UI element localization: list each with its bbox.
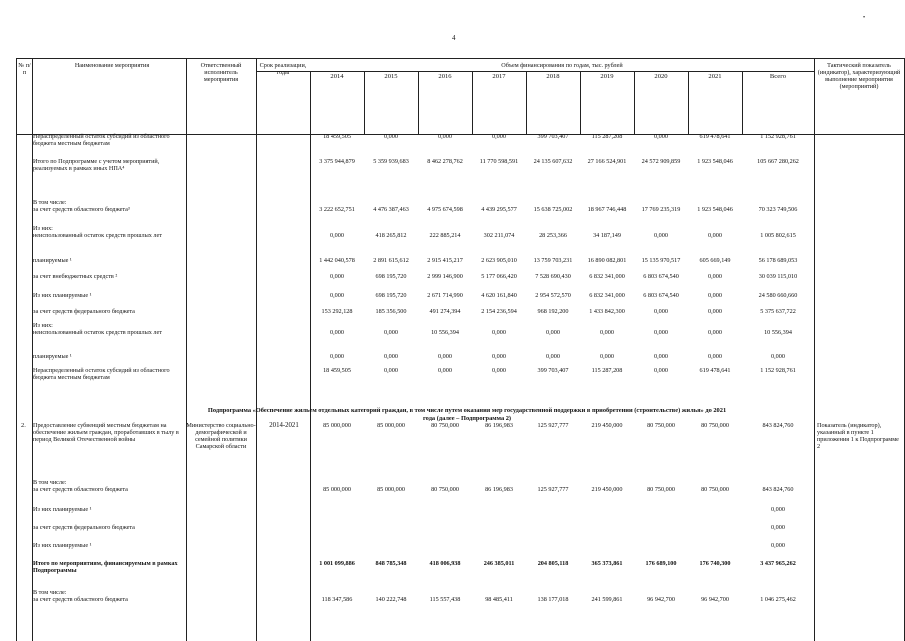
value-cell: 5 359 939,683: [373, 158, 409, 165]
value-cell: 13 759 703,231: [533, 257, 573, 264]
value-cell: 5 177 066,420: [481, 273, 517, 280]
value-cell-total: 843 824,760: [762, 422, 794, 429]
col-divider: [688, 71, 689, 134]
year-header: 2016: [438, 73, 452, 80]
row-label: Из них: неиспользованный остаток средств прошлых лет: [33, 322, 162, 336]
value-cell: 0,000: [708, 353, 722, 360]
value-cell: 80 750,000: [701, 422, 729, 429]
value-cell: 85 000,000: [323, 422, 351, 429]
year-header: 2021: [708, 73, 722, 80]
value-cell-total: 10 556,394: [764, 329, 792, 336]
year-header: 2020: [654, 73, 668, 80]
value-cell: 18 967 746,448: [587, 206, 627, 213]
value-cell: 0,000: [708, 232, 722, 239]
col-divider: [256, 59, 257, 641]
value-cell: 8 462 278,762: [427, 158, 463, 165]
value-cell-total: 1 152 928,761: [760, 133, 796, 140]
value-cell: 0,000: [330, 353, 344, 360]
corner-mark: •: [863, 15, 866, 21]
value-cell: 86 196,983: [485, 486, 513, 493]
row-label: планируемые ¹: [33, 353, 72, 360]
header-indicator: Тактический показатель (индикатор), характеризующий выполнение мероприятия (мероприятий): [817, 62, 901, 90]
header-no: № п/п: [18, 62, 31, 76]
value-cell: 219 450,000: [591, 422, 623, 429]
value-cell: 4 476 387,463: [373, 206, 409, 213]
value-cell: 0,000: [708, 308, 722, 315]
row-label: Из них планируемые ¹: [33, 542, 92, 549]
value-cell: 1 923 548,046: [697, 206, 733, 213]
value-cell: 6 832 341,000: [589, 292, 625, 299]
col-divider: [186, 59, 187, 641]
item-responsible: Министерство социально-демографической и семейной политики Самарской области: [186, 422, 256, 450]
value-cell: 0,000: [384, 133, 398, 140]
value-cell: 18 459,505: [323, 133, 351, 140]
value-cell-total: 0,000: [771, 542, 785, 549]
value-cell: 0,000: [492, 367, 506, 374]
row-label: Итого по Подпрограмме с учетом мероприятий, реализуемых в рамках иных НПА⁴: [33, 158, 160, 172]
value-cell: 4 620 161,840: [481, 292, 517, 299]
value-cell: 0,000: [438, 353, 452, 360]
value-cell-total: 30 039 115,010: [758, 273, 798, 280]
row-label: за счет средств федерального бюджета: [33, 308, 135, 315]
year-header: 2017: [492, 73, 506, 80]
value-cell: 619 478,641: [699, 133, 731, 140]
value-cell: 0,000: [330, 329, 344, 336]
value-cell: 27 166 524,901: [587, 158, 627, 165]
value-cell: 219 450,000: [591, 486, 623, 493]
value-cell: 115 287,208: [591, 133, 623, 140]
value-cell: 6 803 674,540: [643, 292, 679, 299]
value-cell: 24 572 909,859: [641, 158, 681, 165]
value-cell: 6 832 341,000: [589, 273, 625, 280]
value-cell: 968 192,200: [537, 308, 569, 315]
row-label: за счет средств федерального бюджета: [33, 524, 135, 531]
row-label: Нераспределенный остаток субсидий из областного бюджета местным бюджетам: [33, 133, 170, 147]
value-cell: 1 001 099,886: [319, 560, 355, 567]
value-cell: 0,000: [330, 273, 344, 280]
value-cell: 18 459,505: [323, 367, 351, 374]
col-divider: [634, 71, 635, 134]
value-cell: 0,000: [654, 133, 668, 140]
value-cell: 4 975 674,598: [427, 206, 463, 213]
value-cell: 34 187,149: [593, 232, 621, 239]
value-cell: 0,000: [330, 232, 344, 239]
col-divider: [526, 71, 527, 134]
value-cell-total: 0,000: [771, 506, 785, 513]
value-cell: 96 942,700: [647, 596, 675, 603]
value-cell: 1 442 040,578: [319, 257, 355, 264]
value-cell: 399 703,407: [537, 367, 569, 374]
value-cell: 115 287,208: [591, 367, 623, 374]
value-cell: 176 689,100: [645, 560, 677, 567]
value-cell: 28 253,366: [539, 232, 567, 239]
value-cell: 2 623 905,010: [481, 257, 517, 264]
value-cell: 418 006,938: [429, 560, 461, 567]
value-cell: 0,000: [654, 367, 668, 374]
value-cell: 0,000: [330, 292, 344, 299]
col-divider: [814, 59, 815, 641]
row-label: Итого по мероприятиям, финансируемым в рамках Подпрограммы: [33, 560, 178, 574]
header-responsible: Ответственный исполнитель мероприятия: [200, 62, 242, 83]
value-cell-total: 843 824,760: [762, 486, 794, 493]
value-cell: 138 177,018: [537, 596, 569, 603]
value-cell: 1 433 842,300: [589, 308, 625, 315]
value-cell: 96 942,700: [701, 596, 729, 603]
item-number: 2.: [21, 422, 26, 429]
value-cell: 0,000: [384, 367, 398, 374]
row-label: Из них: неиспользованный остаток средств прошлых лет: [33, 225, 162, 239]
value-cell: 204 805,118: [537, 560, 569, 567]
value-cell: 241 599,861: [591, 596, 623, 603]
value-cell: 85 000,000: [377, 422, 405, 429]
value-cell: 153 292,128: [321, 308, 353, 315]
value-cell: 85 000,000: [323, 486, 351, 493]
value-cell: 0,000: [600, 353, 614, 360]
value-cell-total: 3 437 965,262: [760, 560, 796, 567]
row-label: планируемые ¹: [33, 257, 72, 264]
row-label: В том числе: за счет средств областного бюджета³: [33, 199, 130, 213]
page-number: 4: [452, 34, 456, 42]
value-cell: 2 915 415,217: [427, 257, 463, 264]
value-cell-total: 5 375 637,722: [760, 308, 796, 315]
value-cell-total: 1 152 928,761: [760, 367, 796, 374]
value-cell: 0,000: [546, 353, 560, 360]
value-cell: 80 750,000: [431, 422, 459, 429]
value-cell: 115 557,438: [429, 596, 461, 603]
value-cell: 365 373,861: [591, 560, 623, 567]
value-cell: 418 265,812: [375, 232, 407, 239]
row-label: В том числе: за счет средств областного бюджета: [33, 589, 128, 603]
row-divider: [256, 71, 814, 72]
value-cell: 98 485,411: [485, 596, 513, 603]
value-cell: 11 770 598,591: [479, 158, 519, 165]
value-cell: 399 703,407: [537, 133, 569, 140]
value-cell: 6 803 674,540: [643, 273, 679, 280]
value-cell: 0,000: [438, 367, 452, 374]
value-cell: 0,000: [492, 329, 506, 336]
row-label: за счет внебюджетных средств ²: [33, 273, 118, 280]
col-divider: [364, 71, 365, 134]
value-cell: 16 890 082,801: [587, 257, 627, 264]
year-header-total: Всего: [769, 73, 787, 80]
value-cell: 2 891 615,612: [373, 257, 409, 264]
value-cell: 302 211,074: [483, 232, 515, 239]
subprogram-title: Подпрограмма «Обеспечение жильем отдельных категорий граждан, в том числе путем оказания мер государственной поддержки в приобретении (строительстве) жилья» до 2021 года (далее – Подпрограмма 2): [207, 407, 727, 422]
value-cell: 0,000: [654, 232, 668, 239]
value-cell: 125 927,777: [537, 486, 569, 493]
year-header: 2014: [330, 73, 344, 80]
value-cell: 605 669,149: [699, 257, 731, 264]
item-indicator: Показатель (индикатор), указанный в пункте 1 приложения 1 к Подпрограмме 2: [817, 422, 899, 450]
value-cell: 2 154 236,594: [481, 308, 517, 315]
col-divider: [742, 71, 743, 134]
value-cell: 2 671 714,990: [427, 292, 463, 299]
value-cell: 222 885,214: [429, 232, 461, 239]
value-cell: 0,000: [492, 353, 506, 360]
value-cell: 10 556,394: [431, 329, 459, 336]
value-cell: 848 785,348: [375, 560, 407, 567]
value-cell-total: 0,000: [771, 353, 785, 360]
value-cell: 80 750,000: [647, 486, 675, 493]
value-cell-total: 105 667 280,262: [757, 158, 799, 165]
value-cell: 0,000: [708, 292, 722, 299]
value-cell: 80 750,000: [431, 486, 459, 493]
header-funding: Объем финансирования по годам, тыс. рублей: [501, 62, 623, 69]
value-cell-total: 56 178 689,053: [758, 257, 798, 264]
value-cell: 0,000: [654, 329, 668, 336]
value-cell: 246 385,011: [483, 560, 515, 567]
value-cell: 176 740,300: [699, 560, 731, 567]
value-cell: 1 923 548,046: [697, 158, 733, 165]
value-cell: 3 222 652,751: [319, 206, 355, 213]
value-cell: 3 375 944,879: [319, 158, 355, 165]
value-cell: 0,000: [546, 329, 560, 336]
value-cell: 0,000: [438, 133, 452, 140]
value-cell: 0,000: [654, 308, 668, 315]
value-cell: 698 195,720: [375, 292, 407, 299]
value-cell: 24 135 607,632: [533, 158, 573, 165]
value-cell: 0,000: [384, 353, 398, 360]
value-cell: 2 954 572,570: [535, 292, 571, 299]
value-cell: 80 750,000: [647, 422, 675, 429]
value-cell: 15 638 725,002: [533, 206, 573, 213]
value-cell: 4 439 295,577: [481, 206, 517, 213]
value-cell: 0,000: [600, 329, 614, 336]
value-cell: 86 196,983: [485, 422, 513, 429]
value-cell-total: 0,000: [771, 524, 785, 531]
value-cell: 0,000: [708, 329, 722, 336]
value-cell-total: 1 046 275,462: [760, 596, 796, 603]
value-cell: 140 222,748: [375, 596, 407, 603]
value-cell: 185 356,500: [375, 308, 407, 315]
value-cell: 80 750,000: [701, 486, 729, 493]
col-divider: [472, 71, 473, 134]
row-label: Нераспределенный остаток субсидий из областного бюджета местным бюджетам: [33, 367, 170, 381]
item-term: 2014-2021: [269, 422, 299, 429]
col-divider: [418, 71, 419, 134]
value-cell: 2 999 146,900: [427, 273, 463, 280]
year-header: 2019: [600, 73, 614, 80]
value-cell: 0,000: [708, 273, 722, 280]
value-cell-total: 1 005 802,615: [760, 232, 796, 239]
finance-table: [16, 58, 905, 641]
year-header: 2015: [384, 73, 398, 80]
row-label: Из них планируемые ¹: [33, 292, 92, 299]
header-term: Срок реализации, годы: [259, 62, 307, 76]
value-cell: 125 927,777: [537, 422, 569, 429]
value-cell: 17 769 235,319: [641, 206, 681, 213]
value-cell-total: 70 323 749,506: [758, 206, 798, 213]
col-divider: [580, 71, 581, 134]
value-cell: 619 478,641: [699, 367, 731, 374]
header-name: Наименование мероприятия: [74, 62, 150, 69]
value-cell: 118 347,586: [321, 596, 353, 603]
row-label: В том числе: за счет средств областного бюджета: [33, 479, 128, 493]
item-label: Предоставление субвенций местным бюджетам на обеспечение жильем граждан, проработавших в тылу в период Великой Отечественной войны: [33, 422, 179, 443]
value-cell: 15 135 970,517: [641, 257, 681, 264]
value-cell: 85 000,000: [377, 486, 405, 493]
year-header: 2018: [546, 73, 560, 80]
value-cell-total: 24 580 660,660: [758, 292, 798, 299]
value-cell: 491 274,394: [429, 308, 461, 315]
row-label: Из них планируемые ¹: [33, 506, 92, 513]
value-cell: 7 528 690,430: [535, 273, 571, 280]
value-cell: 0,000: [492, 133, 506, 140]
value-cell: 0,000: [384, 329, 398, 336]
value-cell: 0,000: [654, 353, 668, 360]
value-cell: 698 195,720: [375, 273, 407, 280]
